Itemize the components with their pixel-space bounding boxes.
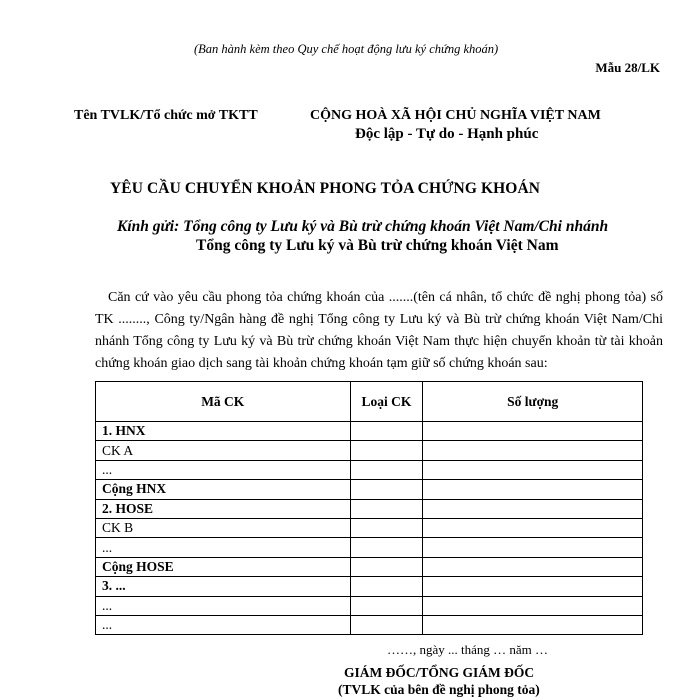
cell-quantity — [423, 422, 643, 441]
cell-security-type — [350, 615, 423, 634]
signer-subtitle: (TVLK của bên đề nghị phong tỏa) — [338, 682, 540, 697]
table-row — [96, 615, 643, 634]
table-row — [96, 596, 643, 615]
national-motto: Độc lập - Tự do - Hạnh phúc — [355, 126, 539, 142]
recipient-line-2: Tổng công ty Lưu ký và Bù trừ chứng khoán Việt Nam — [196, 237, 559, 254]
cell-security-code: ... — [96, 615, 351, 634]
cell-security-code: ... — [96, 596, 351, 615]
cell-quantity — [423, 577, 643, 596]
cell-security-code: CK B — [96, 518, 351, 537]
cell-security-type — [350, 441, 423, 460]
table-row — [96, 499, 643, 518]
cell-security-type — [350, 422, 423, 441]
cell-security-code: CK A — [96, 441, 351, 460]
cell-security-code: Cộng HOSE — [96, 557, 351, 576]
cell-security-code: Cộng HNX — [96, 480, 351, 499]
cell-security-type — [350, 577, 423, 596]
header-security-type: Loại CK — [350, 382, 423, 422]
cell-quantity — [423, 557, 643, 576]
document-title: YÊU CẦU CHUYỂN KHOẢN PHONG TỎA CHỨNG KHOÁN — [110, 180, 541, 197]
cell-security-code: 1. HNX — [96, 422, 351, 441]
cell-quantity — [423, 499, 643, 518]
sender-org-name: Tên TVLK/Tổ chức mở TKTT — [74, 108, 258, 123]
table-header-row — [96, 382, 643, 422]
table-row — [96, 518, 643, 537]
cell-security-code: ... — [96, 460, 351, 479]
table-row — [96, 538, 643, 557]
table-row — [96, 480, 643, 499]
table-row — [96, 422, 643, 441]
cell-quantity — [423, 538, 643, 557]
cell-security-type — [350, 596, 423, 615]
cell-security-type — [350, 557, 423, 576]
table-row — [96, 460, 643, 479]
national-title: CỘNG HOÀ XÃ HỘI CHỦ NGHĨA VIỆT NAM — [310, 108, 601, 123]
table-body — [96, 422, 643, 635]
cell-quantity — [423, 441, 643, 460]
cell-quantity — [423, 480, 643, 499]
date-line: ……, ngày ... tháng … năm … — [387, 642, 549, 657]
cell-quantity — [423, 518, 643, 537]
signer-title: GIÁM ĐỐC/TỔNG GIÁM ĐỐC — [344, 665, 535, 680]
header-quantity: Số lượng — [423, 382, 643, 422]
cell-security-type — [350, 460, 423, 479]
cell-security-type — [350, 538, 423, 557]
cell-security-type — [350, 480, 423, 499]
form-code: Mẫu 28/LK — [595, 60, 660, 75]
request-body-paragraph: Căn cứ vào yêu cầu phong tỏa chứng khoán của .......(tên cá nhân, tổ chức đề nghị phong tỏa) số TK ........, Công ty/Ngân hàng đề nghị Tổng công ty Lưu ký và Bù trừ chứng khoán Việt Nam/Chi nhánh Tổng công ty Lưu ký và Bù trừ chứng khoán Việt Nam thực hiện chuyển khoản từ tài khoản chứng khoán giao dịch sang tài khoản chứng khoán tạm giữ số chứng khoán sau: — [95, 290, 663, 371]
table-row — [96, 557, 643, 576]
table-row — [96, 577, 643, 596]
table-row — [96, 441, 643, 460]
cell-quantity — [423, 460, 643, 479]
cell-security-code: ... — [96, 538, 351, 557]
cell-security-type — [350, 518, 423, 537]
cell-security-type — [350, 499, 423, 518]
securities-table — [95, 381, 643, 635]
recipient-line-1: Kính gửi: Tổng công ty Lưu ký và Bù trừ chứng khoán Việt Nam/Chi nhánh — [117, 218, 609, 235]
header-note: (Ban hành kèm theo Quy chế hoạt động lưu ký chứng khoán) — [194, 42, 499, 56]
cell-quantity — [423, 615, 643, 634]
header-security-code: Mã CK — [96, 382, 351, 422]
cell-security-code: 3. ... — [96, 577, 351, 596]
cell-quantity — [423, 596, 643, 615]
cell-security-code: 2. HOSE — [96, 499, 351, 518]
